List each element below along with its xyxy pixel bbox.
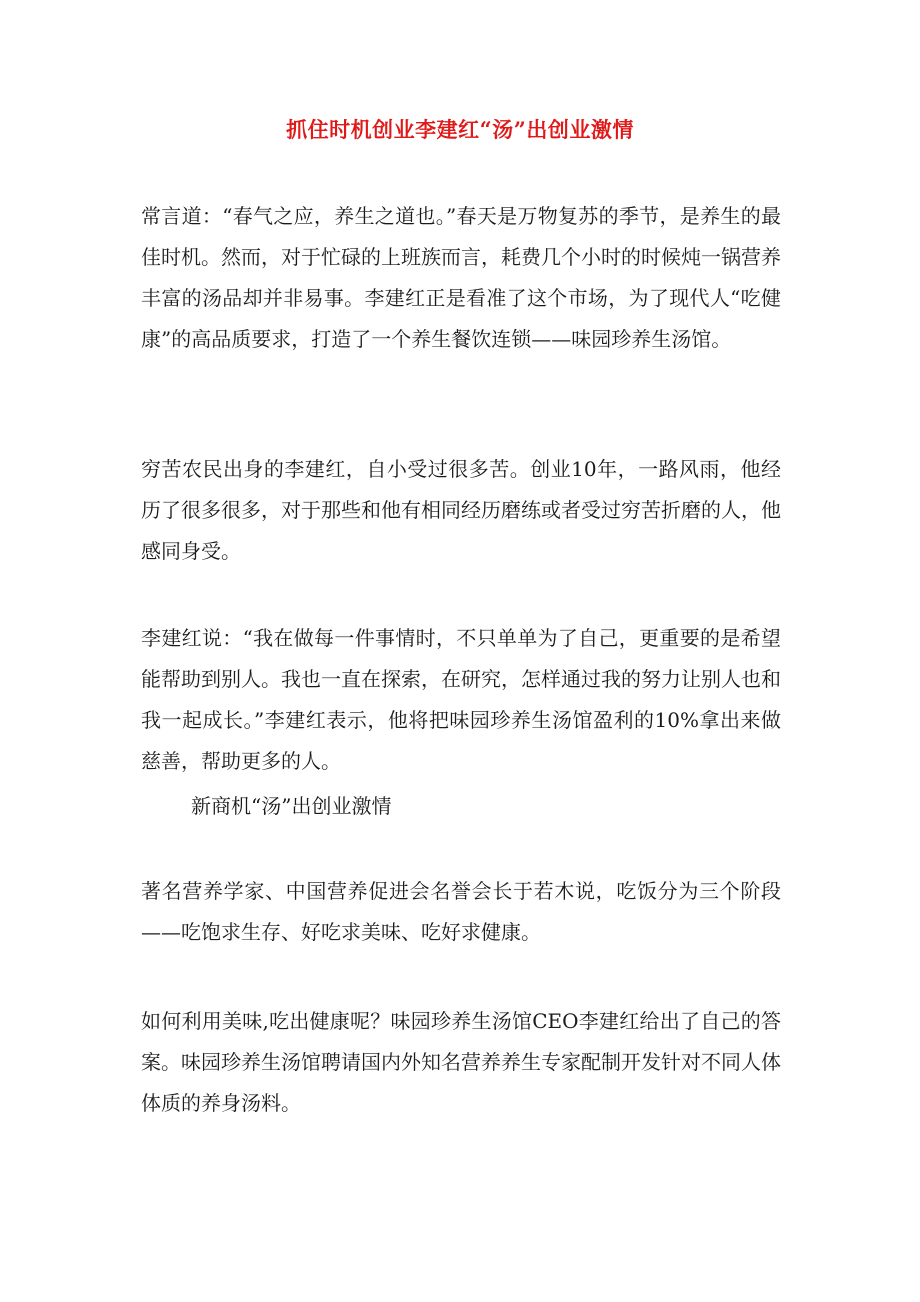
document-title: 抓住时机创业李建红“汤”出创业激情	[286, 117, 634, 142]
paragraph-5: 如何利用美味,吃出健康呢？味园珍养生汤馆CEO李建红给出了自己的答案。味园珍养生汤馆聘请国内外知名营养养生专家配制开发针对不同人体体质的养身汤料。	[141, 1009, 781, 1115]
paragraph-4: 著名营养学家、中国营养促进会名誉会长于若木说，吃饭分为三个阶段——吃饱求生存、好吃求美味、吃好求健康。	[141, 879, 781, 944]
section-subheading: 新商机“汤”出创业激情	[191, 794, 392, 818]
paragraph-1: 常言道：“春气之应，养生之道也。”春天是万物复苏的季节，是养生的最佳时机。然而，对于忙碌的上班族而言，耗费几个小时的时候炖一锅营养丰富的汤品却并非易事。李建红正是看准了这个市场，为了现代人“吃健康”的高品质要求，打造了一个养生餐饮连锁——味园珍养生汤馆。	[141, 204, 781, 351]
paragraph-3: 李建红说：“我在做每一件事情时，不只单单为了自己，更重要的是希望能帮助到别人。我也一直在探索，在研究，怎样通过我的努力让别人也和我一起成长。”李建红表示，他将把味园珍养生汤馆盈利的10%拿出来做慈善，帮助更多的人。	[141, 626, 781, 773]
paragraph-2: 穷苦农民出身的李建红，自小受过很多苦。创业10年，一路风雨，他经历了很多很多，对于那些和他有相同经历磨练或者受过穷苦折磨的人，他感同身受。	[141, 457, 781, 563]
